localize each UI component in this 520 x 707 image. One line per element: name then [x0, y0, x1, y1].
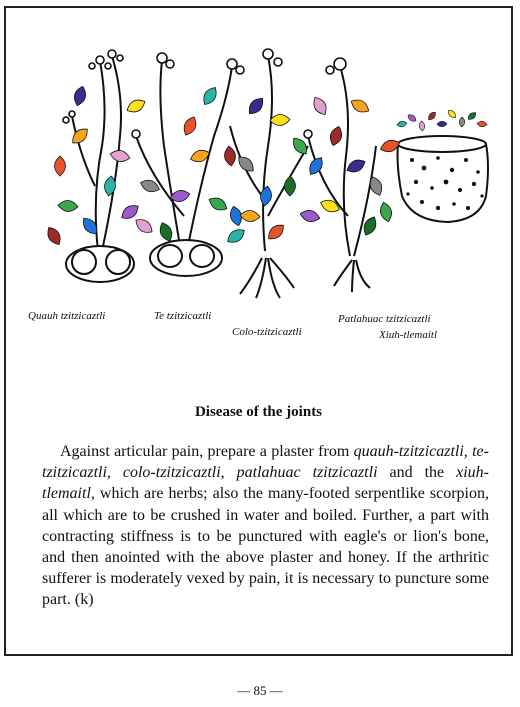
flower-heads: [63, 49, 346, 138]
leaf: [240, 210, 261, 223]
page-number: — 85 —: [237, 683, 283, 698]
body-paragraph: [42, 441, 489, 611]
leaf: [245, 95, 266, 117]
leaf: [109, 149, 131, 164]
caption-xiuh: Xiuh-tlemaitl: [379, 329, 438, 341]
roots: [66, 240, 370, 298]
leaf: [69, 125, 91, 147]
leaf: [349, 96, 372, 115]
leaf: [299, 208, 321, 223]
leaf: [225, 226, 248, 246]
plants-drawing: [40, 36, 490, 311]
herbal-illustration: [40, 36, 490, 311]
body-text-3: which are herbs; also the many-footed serpentlike scorpion, all which are to be crushed in water and boiled. Further, a part with contracting stiffness is to be punctured with eagle's or lion's bone, and then anointed with the above plaster and honey. If the arthritic sufferer is moderately vexed by pain, it is necessary to puncture some part. (k): [42, 485, 489, 609]
body-text-2: and the: [377, 464, 457, 482]
leaf: [447, 109, 458, 120]
leaf: [181, 115, 199, 138]
leaf: [44, 225, 64, 248]
leaf: [265, 221, 287, 243]
pot-plant: [398, 136, 489, 222]
leaf: [466, 111, 477, 122]
leaf: [55, 156, 66, 176]
leaf: [284, 176, 295, 196]
leaf: [157, 221, 175, 244]
leaf: [328, 125, 344, 147]
caption-colo: Colo-tzitzicaztli: [232, 326, 302, 338]
leaf: [437, 121, 447, 127]
section-heading: Disease of the joints: [194, 404, 323, 420]
leaf: [419, 121, 426, 132]
leaf: [459, 117, 465, 127]
leaf: [397, 120, 408, 127]
leaf: [207, 194, 230, 213]
leaf: [259, 185, 273, 206]
body-italic-1: quauh-tzitzicaztli, te-tzitzicaztli, colo-tzitzicaztli, patlahuac tzitzicaztli: [42, 443, 489, 482]
leaf: [200, 85, 220, 108]
body-italic-2: xiuh-tlemaitl,: [42, 464, 489, 503]
leaf: [345, 157, 368, 176]
leaf: [72, 85, 88, 107]
body-text-1: Against articular pain, prepare a plaster from: [60, 443, 354, 460]
caption-quauh: Quauh tzitzicaztli: [28, 310, 106, 322]
leaf: [319, 197, 342, 214]
caption-patlahuac: Patlahuac tzitzicaztli: [338, 313, 431, 325]
leaf: [270, 114, 291, 126]
leaf: [306, 155, 326, 178]
page-frame: [4, 6, 513, 656]
leaf: [378, 201, 394, 223]
leaf: [427, 110, 438, 121]
leaf: [223, 145, 236, 166]
leaf: [125, 97, 148, 116]
leaf: [477, 121, 488, 128]
leaf: [58, 200, 79, 212]
leaf: [119, 202, 142, 222]
caption-te: Te tzitzicaztli: [154, 310, 212, 322]
leaf: [133, 216, 156, 237]
leaf: [310, 95, 330, 118]
leaf: [406, 113, 417, 123]
